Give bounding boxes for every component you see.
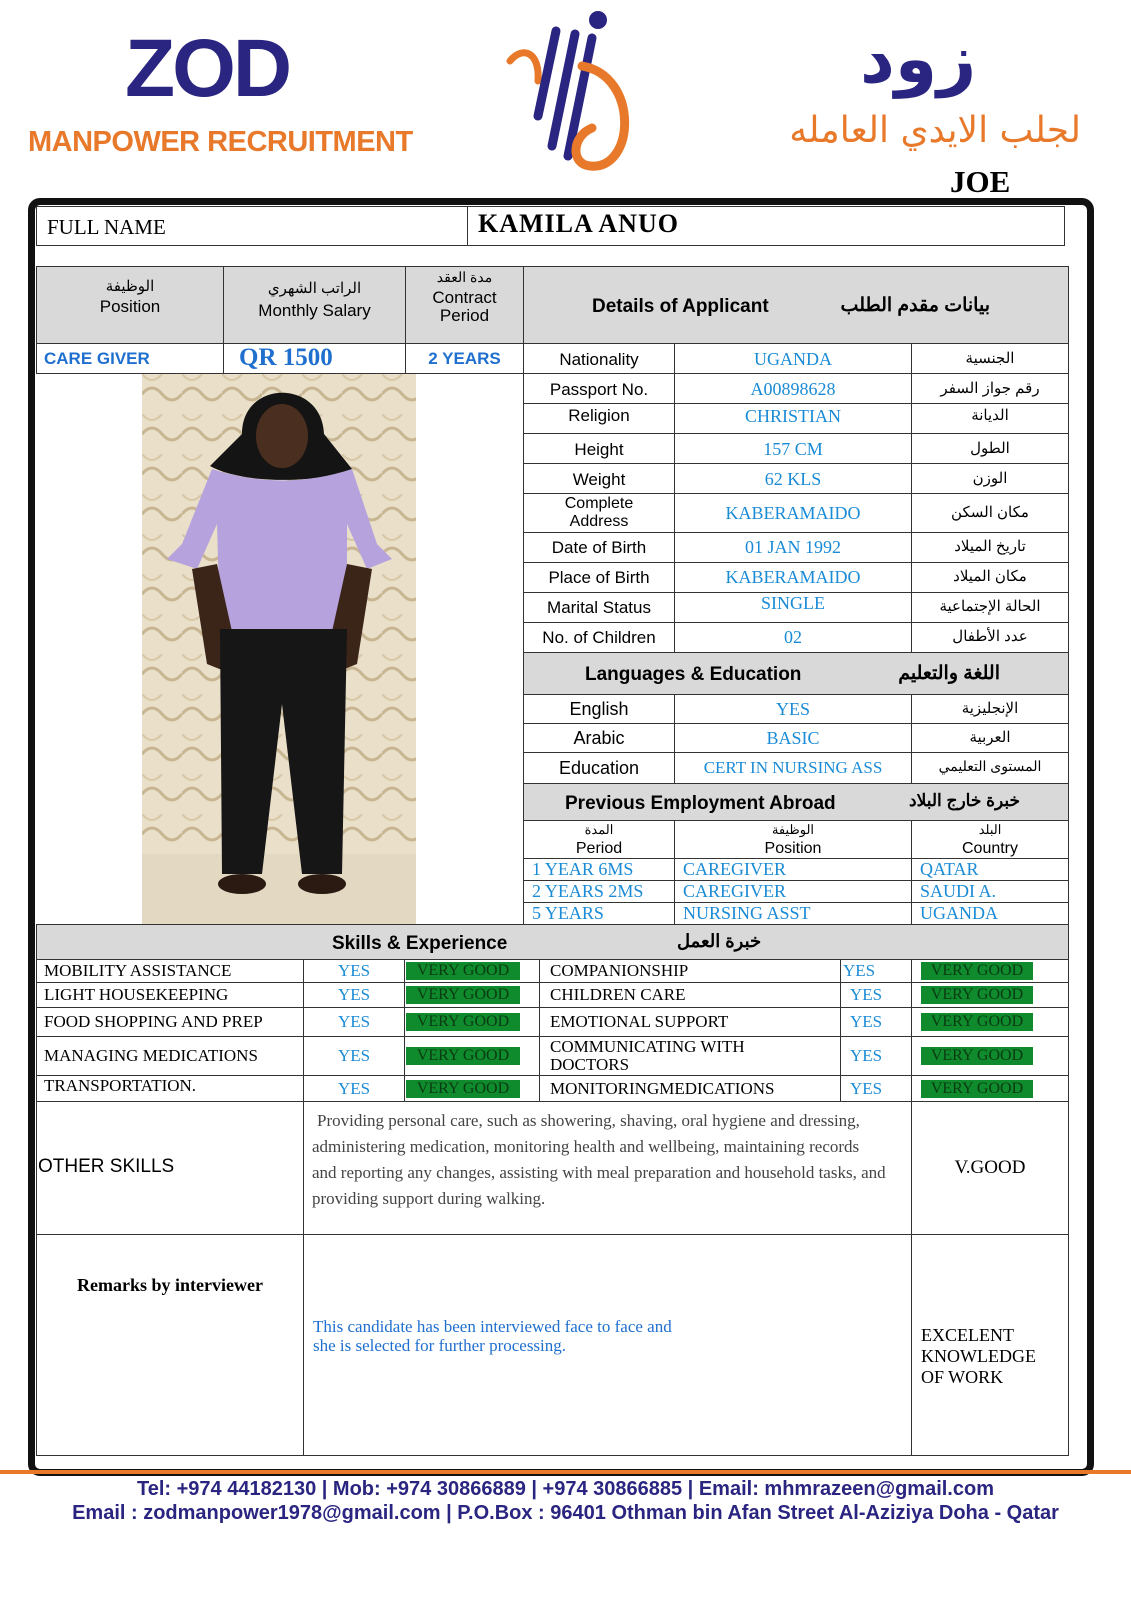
employment-position-value: CAREGIVER <box>683 881 786 901</box>
details-value-cell <box>674 343 912 374</box>
table-row <box>523 858 675 881</box>
details-label-cell <box>523 403 675 434</box>
employment-title-ar: خبرة خارج البلاد <box>909 791 1020 810</box>
table-row <box>36 982 304 1008</box>
arabic-value: BASIC <box>766 728 820 748</box>
position-label-ar: الوظيفة <box>105 278 155 295</box>
details-title-ar: بيانات مقدم الطلب <box>840 295 990 316</box>
details-label-cell <box>523 343 675 374</box>
skill-name: EMOTIONAL SUPPORT <box>550 1012 729 1031</box>
skill-yes: YES <box>337 961 371 980</box>
table-row <box>539 959 841 983</box>
details-value-cell <box>674 433 912 464</box>
dob-label-ar: تاريخ الميلاد <box>954 538 1026 555</box>
salary-header <box>223 266 406 344</box>
contract-label-ar: مدة العقد <box>436 269 493 285</box>
brand-logo-icon <box>500 6 650 176</box>
education-label: Education <box>558 758 640 778</box>
details-value-cell <box>674 403 912 434</box>
table-row <box>539 982 841 1008</box>
english-value: YES <box>775 699 810 719</box>
languages-title-ar: اللغة والتعليم <box>898 663 1000 684</box>
skill-yes: YES <box>850 1012 883 1031</box>
details-label-ar-cell <box>911 463 1069 494</box>
salary-label: Monthly Salary <box>258 301 371 320</box>
nationality-label: Nationality <box>559 350 639 369</box>
employment-country-ar: البلد <box>978 822 1002 837</box>
contract-value-cell <box>405 343 524 374</box>
address-label-ar: مكان السكن <box>951 504 1029 521</box>
address-value: KABERAMAIDO <box>725 503 861 523</box>
details-label-ar-cell <box>911 562 1069 593</box>
skill-level-badge: VERY GOOD <box>921 986 1033 1004</box>
table-row <box>539 1075 841 1102</box>
details-label-cell <box>523 592 675 623</box>
table-row <box>840 982 912 1008</box>
table-row <box>303 1075 405 1102</box>
lang-label-cell <box>523 694 675 724</box>
employment-position-ar: الوظيفة <box>771 822 815 837</box>
weight-label: Weight <box>572 470 626 489</box>
skill-name: TRANSPORTATION. <box>44 1076 197 1095</box>
height-label: Height <box>574 440 624 459</box>
religion-label: Religion <box>568 406 630 425</box>
dob-label: Date of Birth <box>551 538 647 557</box>
contract-label-1: Contract <box>432 288 497 307</box>
employment-period-value: 2 YEARS 2MS <box>532 881 644 901</box>
employment-header <box>523 783 1069 821</box>
details-header <box>523 266 1069 344</box>
education-value: CERT IN NURSING ASS <box>703 758 883 777</box>
nationality-value: UGANDA <box>754 349 832 369</box>
table-row <box>840 1036 912 1076</box>
table-row <box>36 1036 304 1076</box>
table-row <box>911 982 1069 1008</box>
skill-level-badge: VERY GOOD <box>406 1013 520 1031</box>
skill-name: FOOD SHOPPING AND PREP <box>44 1012 263 1031</box>
skill-yes: YES <box>337 985 371 1004</box>
english-label-ar: الإنجليزية <box>961 700 1019 717</box>
contract-header <box>405 266 524 344</box>
table-row <box>404 1075 540 1102</box>
table-row <box>840 959 912 983</box>
remarks-text: This candidate has been interviewed face to face and she is selected for further processing. <box>313 1317 672 1355</box>
position-label: Position <box>99 297 161 316</box>
table-row <box>523 902 675 925</box>
employment-position-value: CAREGIVER <box>683 859 786 879</box>
remarks-text-cell <box>303 1234 912 1456</box>
brand-arabic-logo: زود <box>860 20 977 99</box>
details-label-cell <box>523 433 675 464</box>
skill-yes: YES <box>850 1079 883 1098</box>
details-label-ar-cell <box>911 532 1069 563</box>
other-skills-label-cell <box>36 1101 304 1235</box>
details-value-cell <box>674 493 912 533</box>
footer-contact-line-2: Email : zodmanpower1978@gmail.com | P.O.Box : 96401 Othman bin Afan Street Al-Aziziya Doha - Qatar <box>72 1502 1059 1524</box>
dob-value: 01 JAN 1992 <box>744 537 841 557</box>
languages-title: Languages & Education <box>585 664 802 685</box>
table-row <box>674 902 912 925</box>
details-label-cell <box>523 373 675 404</box>
full-name-label-cell <box>36 206 468 246</box>
arabic-label-ar: العربية <box>969 729 1011 746</box>
children-value: 02 <box>784 627 802 647</box>
employment-period-ar: المدة <box>584 822 614 837</box>
table-row <box>404 1036 540 1076</box>
details-label-cell <box>523 463 675 494</box>
details-label-cell <box>523 493 675 533</box>
skill-name: MOBILITY ASSISTANCE <box>44 961 232 980</box>
employment-position-header <box>674 820 912 859</box>
table-row <box>36 1075 304 1102</box>
other-skills-rating-cell <box>911 1101 1069 1235</box>
details-value-cell <box>674 463 912 494</box>
employment-period-header <box>523 820 675 859</box>
marital-label-ar: الحالة الإجتماعية <box>939 598 1041 615</box>
skill-yes: YES <box>850 985 883 1004</box>
lang-label-ar-cell <box>911 723 1069 753</box>
employment-country-label: Country <box>961 840 1019 857</box>
details-label-ar-cell <box>911 433 1069 464</box>
skill-level-badge: VERY GOOD <box>921 962 1033 980</box>
remarks-label: Remarks by interviewer <box>77 1275 263 1295</box>
contract-value: 2 YEARS <box>428 349 501 368</box>
salary-label-ar: الراتب الشهري <box>267 280 362 297</box>
children-label-ar: عدد الأطفال <box>952 628 1028 645</box>
skill-yes: YES <box>337 1046 371 1065</box>
details-label-ar-cell <box>911 592 1069 623</box>
contract-label-2: Period <box>439 306 490 325</box>
nationality-label-ar: الجنسية <box>965 350 1015 367</box>
passport-value: A00898628 <box>750 379 836 399</box>
salary-value: QR 1500 <box>239 344 333 371</box>
brand-logo-text: ZOD <box>125 23 290 114</box>
footer-contact-line-1: Tel: +974 44182130 | Mob: +974 30866889 | +974 30866885 | Email: mhmrazeen@gmail.com <box>137 1478 994 1500</box>
table-row <box>840 1075 912 1102</box>
table-row <box>674 880 912 903</box>
lang-label-cell <box>523 752 675 784</box>
details-value-cell <box>674 373 912 404</box>
employment-title: Previous Employment Abroad <box>565 793 836 814</box>
table-row <box>911 880 1069 903</box>
details-label-cell <box>523 562 675 593</box>
table-row <box>36 959 304 983</box>
skill-level-badge: VERY GOOD <box>406 1047 520 1065</box>
skills-title: Skills & Experience <box>332 933 508 954</box>
employment-position-label: Position <box>764 840 822 857</box>
skill-yes: YES <box>337 1012 371 1031</box>
brand-arabic-subtitle: لجلب الايدي العامله <box>789 110 1081 151</box>
skill-level-badge: VERY GOOD <box>406 1080 520 1098</box>
lang-value-cell <box>674 694 912 724</box>
skill-name: LIGHT HOUSEKEEPING <box>44 985 229 1004</box>
lang-label-cell <box>523 723 675 753</box>
english-label: English <box>569 699 629 719</box>
remarks-rating: EXCELENT KNOWLEDGE OF WORK <box>921 1325 1036 1387</box>
skill-level-badge: VERY GOOD <box>406 986 520 1004</box>
address-label: Complete Address <box>564 495 634 530</box>
full-name-value: KAMILA ANUO <box>478 209 679 238</box>
pob-value: KABERAMAIDO <box>725 567 861 587</box>
skill-yes: YES <box>850 1046 883 1065</box>
marital-value: SINGLE <box>761 593 825 613</box>
passport-label-ar: رقم جواز السفر <box>940 380 1040 397</box>
employment-period-value: 5 YEARS <box>532 903 604 923</box>
details-label-ar-cell <box>911 493 1069 533</box>
weight-value: 62 KLS <box>764 469 822 489</box>
details-label-ar-cell <box>911 343 1069 374</box>
details-label-cell <box>523 532 675 563</box>
table-row <box>911 902 1069 925</box>
full-name-value-cell <box>467 206 1065 246</box>
other-skills-label: OTHER SKILLS <box>38 1156 175 1177</box>
religion-value: CHRISTIAN <box>744 406 841 426</box>
lang-label-ar-cell <box>911 752 1069 784</box>
skill-level-badge: VERY GOOD <box>406 962 520 980</box>
salary-value-cell <box>223 343 406 374</box>
remarks-label-cell <box>36 1234 304 1456</box>
other-skills-text: Providing personal care, such as showering, shaving, oral hygiene and dressing, administering medication, monitoring health and wellbeing, maintaining records and reporting any changes, assisting with meal preparation and household tasks, and providing support during walking. <box>312 1111 886 1208</box>
table-row <box>303 1036 405 1076</box>
details-label-ar-cell <box>911 622 1069 653</box>
table-row <box>911 1007 1069 1037</box>
table-row <box>840 1007 912 1037</box>
skill-level-badge: VERY GOOD <box>921 1080 1033 1098</box>
skills-header <box>36 924 1069 960</box>
children-label: No. of Children <box>542 628 656 647</box>
table-row <box>303 982 405 1008</box>
table-row <box>539 1007 841 1037</box>
height-label-ar: الطول <box>970 440 1010 457</box>
skill-name: CHILDREN CARE <box>550 985 686 1004</box>
applicant-photo <box>142 374 416 924</box>
employment-position-value: NURSING ASST <box>683 903 811 923</box>
marital-label: Marital Status <box>547 598 651 617</box>
agent-code: JOE <box>950 164 1011 199</box>
lang-value-cell <box>674 752 912 784</box>
details-label-ar-cell <box>911 403 1069 434</box>
table-row <box>303 959 405 983</box>
lang-label-ar-cell <box>911 694 1069 724</box>
remarks-rating-cell <box>911 1234 1069 1456</box>
details-label-ar-cell <box>911 373 1069 404</box>
details-title: Details of Applicant <box>592 296 769 317</box>
brand-subtitle: MANPOWER RECRUITMENT <box>28 126 413 158</box>
table-row <box>539 1036 841 1076</box>
education-label-ar: المستوى التعليمي <box>938 758 1042 774</box>
full-name-label: FULL NAME <box>47 215 166 239</box>
weight-label-ar: الوزن <box>972 470 1008 487</box>
table-row <box>303 1007 405 1037</box>
religion-label-ar: الديانة <box>971 407 1009 424</box>
table-row <box>404 959 540 983</box>
table-row <box>36 1007 304 1037</box>
position-value-cell <box>36 343 224 374</box>
table-row <box>911 858 1069 881</box>
applicant-photo-image <box>142 374 416 924</box>
height-value: 157 CM <box>763 439 823 459</box>
skill-level-badge: VERY GOOD <box>921 1013 1033 1031</box>
table-row <box>911 959 1069 983</box>
other-skills-rating: V.GOOD <box>954 1157 1026 1178</box>
details-value-cell <box>674 592 912 623</box>
skill-name: COMMUNICATING WITH DOCTORS <box>550 1037 745 1074</box>
lang-value-cell <box>674 723 912 753</box>
passport-label: Passport No. <box>549 380 649 399</box>
footer-divider <box>0 1470 1131 1474</box>
details-value-cell <box>674 562 912 593</box>
table-row <box>404 982 540 1008</box>
details-label-cell <box>523 622 675 653</box>
employment-country-value: UGANDA <box>920 903 998 923</box>
employment-country-header <box>911 820 1069 859</box>
other-skills-text-cell <box>303 1101 912 1235</box>
table-row <box>404 1007 540 1037</box>
languages-header <box>523 652 1069 695</box>
position-value: CARE GIVER <box>44 349 150 368</box>
table-row <box>911 1075 1069 1102</box>
arabic-label: Arabic <box>573 728 625 748</box>
employment-country-value: QATAR <box>920 859 979 879</box>
skill-level-badge: VERY GOOD <box>921 1047 1033 1065</box>
employment-period-value: 1 YEAR 6MS <box>532 859 634 879</box>
table-row <box>911 1036 1069 1076</box>
table-row <box>523 880 675 903</box>
position-header <box>36 266 224 344</box>
skill-name: MONITORINGMEDICATIONS <box>550 1079 775 1098</box>
skills-title-ar: خبرة العمل <box>677 931 762 951</box>
skill-name: COMPANIONSHIP <box>550 961 689 980</box>
table-row <box>674 858 912 881</box>
skill-name: MANAGING MEDICATIONS <box>44 1046 258 1065</box>
employment-country-value: SAUDI A. <box>920 881 997 901</box>
skill-yes: YES <box>337 1079 371 1098</box>
pob-label: Place of Birth <box>548 568 650 587</box>
details-value-cell <box>674 532 912 563</box>
pob-label-ar: مكان الميلاد <box>953 568 1027 585</box>
details-value-cell <box>674 622 912 653</box>
skill-yes: YES <box>843 961 876 980</box>
employment-period-label: Period <box>575 840 623 857</box>
